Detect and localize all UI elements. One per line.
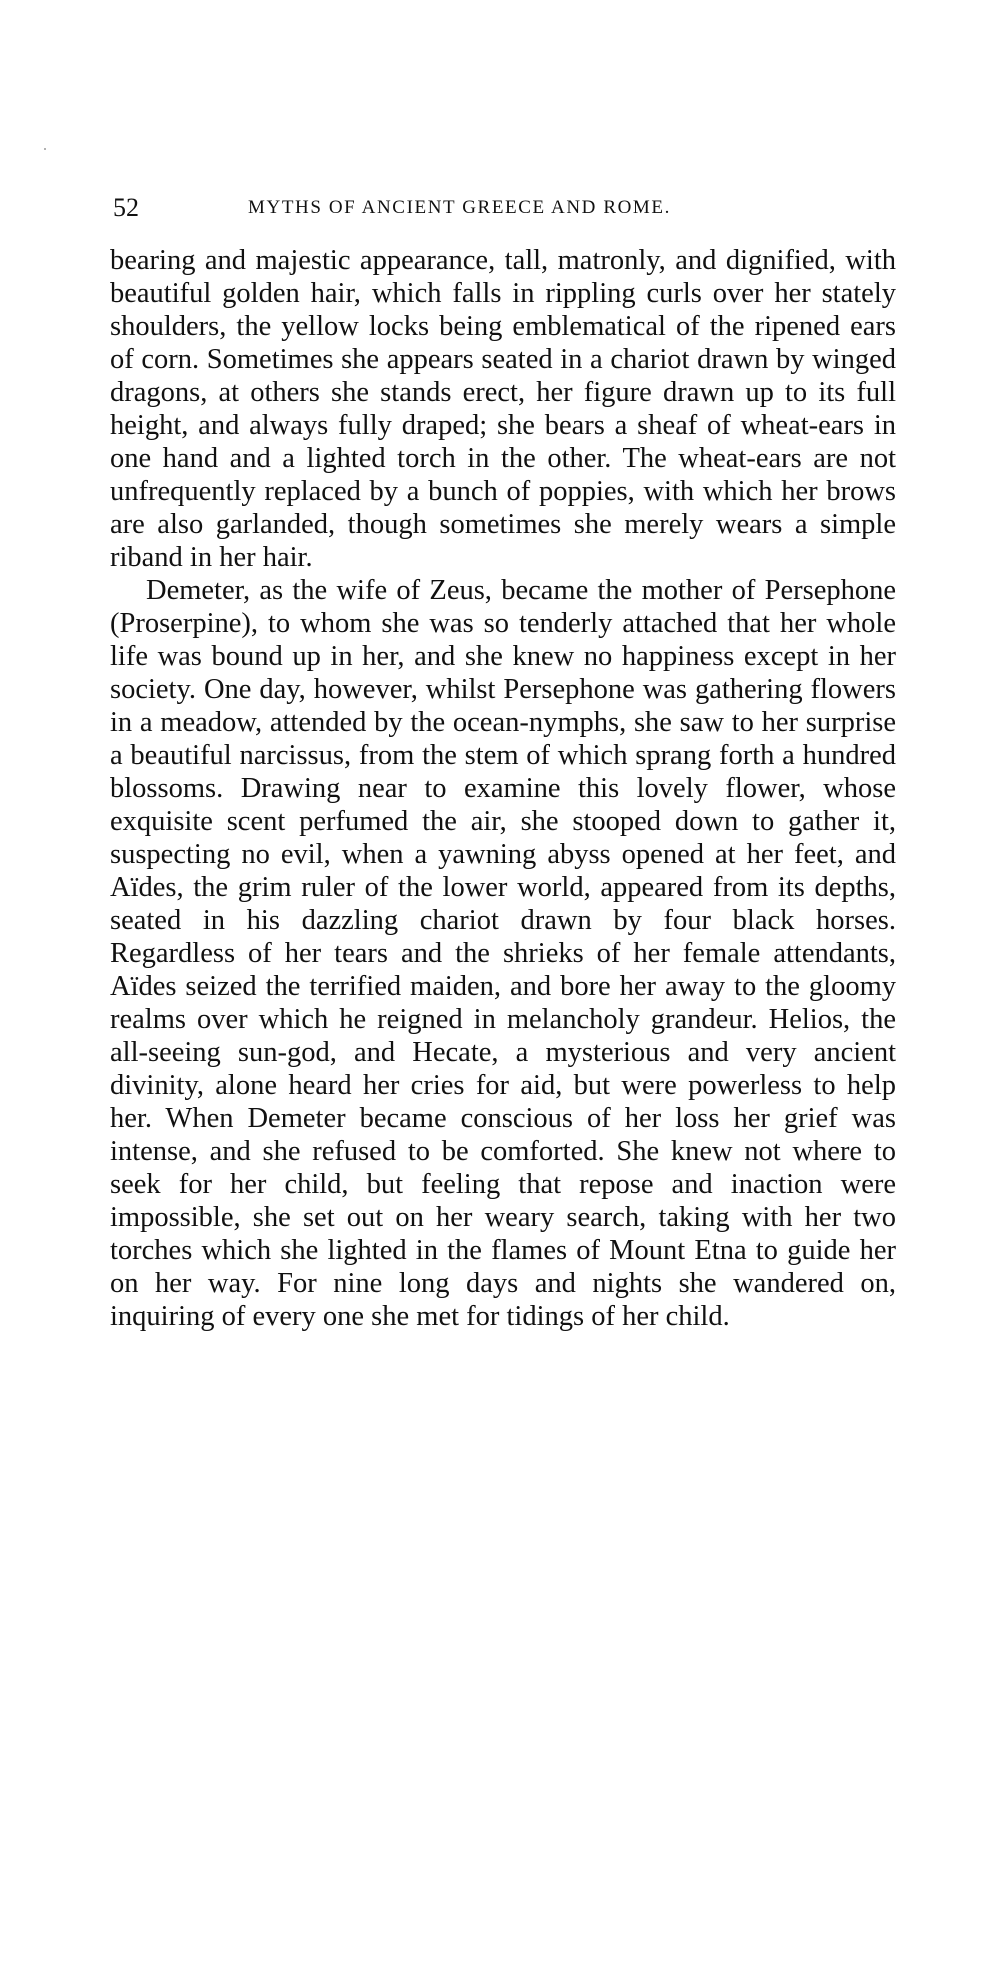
paragraph-continued: bearing and majestic appearance, tall, matronly, and dignified, with beautiful golden hair, which falls in rippling curls over her stately shoulders, the yellow locks being emblematical of the ripened ears of corn. Sometimes she appears seated in a chariot drawn by winged dragons, at others she stands erect, her figure drawn up to its full height, and always fully draped; she bears a sheaf of wheat-ears in one hand and a lighted torch in the other. The wheat-ears are not unfrequently replaced by a bunch of poppies, with which her brows are also garlanded, though sometimes she merely wears a simple riband in her hair. [110,245,896,573]
page-header [113,188,896,228]
running-title: MYTHS OF ANCIENT GREECE AND ROME. [248,197,671,218]
page-number: 52 [113,193,139,222]
paper-speck [44,148,46,150]
body-text [110,244,896,1333]
paragraph-demeter-persephone: Demeter, as the wife of Zeus, became the mother of Persephone (Proserpine), to whom she was so tenderly attached that her whole life was bound up in her, and she knew no happiness except in her society. One day, however, whilst Persephone was gathering flowers in a meadow, attended by the ocean-nymphs, she saw to her surprise a beautiful narcissus, from the stem of which sprang forth a hundred blossoms. Drawing near to examine this lovely flower, whose exquisite scent perfumed the air, she stooped down to gather it, suspecting no evil, when a yawning abyss opened at her feet, and Aïdes, the grim ruler of the lower world, appeared from its depths, seated in his dazzling chariot drawn by four black horses. Regardless of her tears and the shrieks of her female attendants, Aïdes seized the terrified maiden, and bore her away to the gloomy realms over which he reigned in melancholy grandeur. Helios, the all-seeing sun-god, and Hecate, a mysterious and very ancient divinity, alone heard her cries for aid, but were powerless to help her. When Demeter became conscious of her loss her grief was intense, and she refused to be comforted. She knew not where to seek for her child, but feeling that repose and inaction were impossible, she set out on her weary search, taking with her two torches which she lighted in the flames of Mount Etna to guide her on her way. For nine long days and nights she wandered on, inquiring of every one she met for tidings of her child. [110,575,896,1332]
